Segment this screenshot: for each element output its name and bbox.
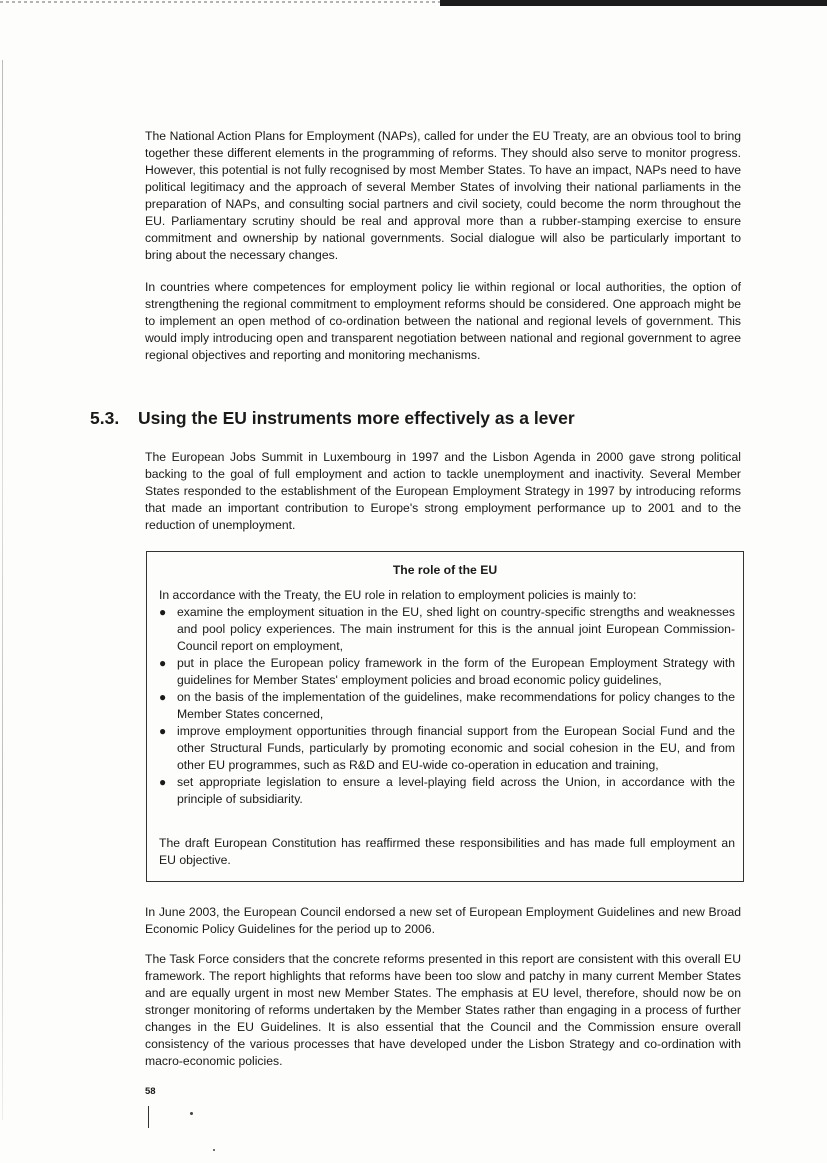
list-item: [159, 774, 735, 808]
scan-mark: [148, 1106, 149, 1128]
bullet-icon: ●: [159, 690, 167, 704]
list-item: [159, 689, 735, 723]
bullet-icon: ●: [159, 656, 167, 670]
box-outro: The draft European Constitution has reaffirmed these responsibilities and has made full employment an EU objective.: [159, 836, 735, 867]
paragraph-naps: The National Action Plans for Employment (NAPs), called for under the EU Treaty, are an obvious tool to bring together these different elements in the programming of reforms. They should also serve to monitor progress. However, this potential is not fully recognised by most Member States. To have an impact, NAPs need to have political legitimacy and the approach of several Member States of involving their national parliaments in the preparation of NAPs, and consulting social partners and civil society, could become the norm throughout the EU. Parliamentary scrutiny should be real and approval more than a rubber-stamping exercise to ensure commitment and ownership by national governments. Social dialogue will also be particularly important to bring about the necessary changes.: [145, 129, 741, 262]
section-title: Using the EU instruments more effectively as a lever: [138, 408, 575, 428]
list-item: [159, 604, 735, 655]
page-number: 58: [145, 1086, 156, 1097]
list-item-text: examine the employment situation in the EU, shed light on country-specific strengths and weaknesses and pool policy experiences. The main instrument for this is the annual joint European Commission-Council report on employment,: [177, 605, 735, 653]
scan-speck: [190, 1112, 193, 1115]
top-rule: [440, 0, 827, 6]
bullet-icon: ●: [159, 724, 167, 738]
list-item-text: improve employment opportunities through financial support from the European Social Fund and the other Structural Funds, particularly by promoting economic and social cohesion in the EU, and from other EU programmes, such as R&D and EU-wide co-operation in education and training,: [177, 724, 735, 772]
section-heading: [90, 407, 575, 429]
paragraph-task-force: The Task Force considers that the concrete reforms presented in this report are consistent with this overall EU framework. The report highlights that reforms have been too slow and patchy in many current Member States and are equally urgent in most new Member States. The emphasis at EU level, therefore, should now be on stronger monitoring of reforms undertaken by the Member States rather than engaging in a process of further changes in the EU Guidelines. It is also essential that the Council and the Commission ensure overall consistency of the various processes that have developed under the Lisbon Strategy and co-ordination with macro-economic policies.: [145, 952, 741, 1068]
paragraph-regional: In countries where competences for employment policy lie within regional or local authorities, the option of strengthening the regional commitment to employment reforms should be considered. One approach might be to implement an open method of co-ordination between the national and regional levels of government. This would imply introducing open and transparent negotiation between national and regional government to agree regional objectives and reporting and monitoring mechanisms.: [145, 280, 741, 362]
page-edge-shadow: [2, 60, 3, 1120]
top-rule-scan-left: [0, 1, 440, 3]
list-item: [159, 655, 735, 689]
box-title: The role of the EU: [392, 563, 498, 577]
box-bullet-list: [159, 604, 735, 808]
paragraph-jobs-summit: The European Jobs Summit in Luxembourg in 1997 and the Lisbon Agenda in 2000 gave strong political backing to the goal of full employment and action to tackle unemployment and inactivity. Several Member States responded to the establishment of the European Employment Strategy in 1997 by introducing reforms that made an important contribution to Europe's strong employment performance up to 2001 and to the reduction of unemployment.: [145, 450, 741, 532]
list-item: [159, 723, 735, 774]
section-number: 5.3.: [90, 408, 120, 428]
list-item-text: on the basis of the implementation of the guidelines, make recommendations for policy changes to the Member States concerned,: [177, 690, 735, 721]
list-item-text: set appropriate legislation to ensure a level-playing field across the Union, in accordance with the principle of subsidiarity.: [177, 775, 735, 806]
bullet-icon: ●: [159, 775, 167, 789]
scan-speck: [213, 1149, 215, 1151]
paragraph-june-2003: In June 2003, the European Council endorsed a new set of European Employment Guidelines and new Broad Economic Policy Guidelines for the period up to 2006.: [145, 905, 741, 936]
bullet-icon: ●: [159, 605, 167, 619]
list-item-text: put in place the European policy framework in the form of the European Employment Strategy with guidelines for Member States' employment policies and broad economic policy guidelines,: [177, 656, 735, 687]
box-intro: In accordance with the Treaty, the EU role in relation to employment policies is mainly to:: [159, 588, 637, 602]
role-of-eu-box: [146, 551, 744, 882]
